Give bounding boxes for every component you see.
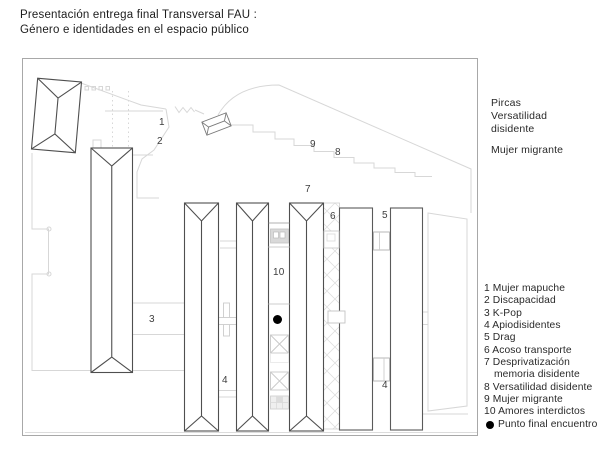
plan-label-10: 10 [273,267,285,278]
plan-label-8: 8 [335,147,341,158]
legend-item-3: 3 K-Pop [484,307,522,319]
legend-item-10: 10 Amores interdictos [484,406,586,418]
plan-label-2: 2 [157,136,163,147]
building-small-rotated [202,113,231,135]
legend-item-7-cont: memoria disidente [494,369,580,381]
site-plan-frame [22,58,478,436]
annotation-disidente: disidente [491,122,535,135]
plan-label-9: 9 [310,139,316,150]
legend-item-marker: Punto final encuentro [484,419,597,431]
legend-item-4: 4 Apiodisidentes [484,320,561,332]
legend-item-9: 9 Mujer migrante [484,394,563,406]
building-b [237,203,269,431]
corridor-cross-symbol [216,303,237,336]
plan-label-4-left: 4 [222,375,228,386]
legend-item-7: 7 Desprivatización [484,357,570,369]
site-plan-drawing [23,59,478,435]
title-line-1: Presentación entrega final Transversal FAU : [20,9,257,21]
legend-item-1: 1 Mujer mapuche [484,283,566,294]
plan-label-3: 3 [149,314,155,325]
plan-label-4-right: 4 [382,380,388,391]
plan-label-5: 5 [382,210,388,221]
building-e [391,208,423,430]
building-northwest [31,78,81,153]
legend-item-6: 6 Acoso transporte [484,344,572,356]
annotations-column [491,97,563,157]
legend-item-8: 8 Versatilidad disidente [484,381,593,393]
annotation-versatilidad: Versatilidad [491,109,548,122]
building-3 [91,148,133,373]
punto-final-marker [273,315,282,324]
legend-item-2: 2 Discapacidad [484,295,556,307]
annotation-pircas: Pircas [491,97,522,109]
plan-label-1: 1 [159,117,165,128]
plan-label-6: 6 [330,211,336,222]
annotation-mujer-migrante: Mujer migrante [491,144,564,157]
legend-item-5: 5 Drag [484,332,516,344]
building-c [290,203,324,431]
plan-label-7: 7 [305,184,311,195]
page-title [20,8,257,37]
building-a [185,203,219,431]
title-line-2: Género e identidades en el espacio público [20,23,249,36]
black-dot-icon [486,421,494,429]
legend [484,283,597,431]
